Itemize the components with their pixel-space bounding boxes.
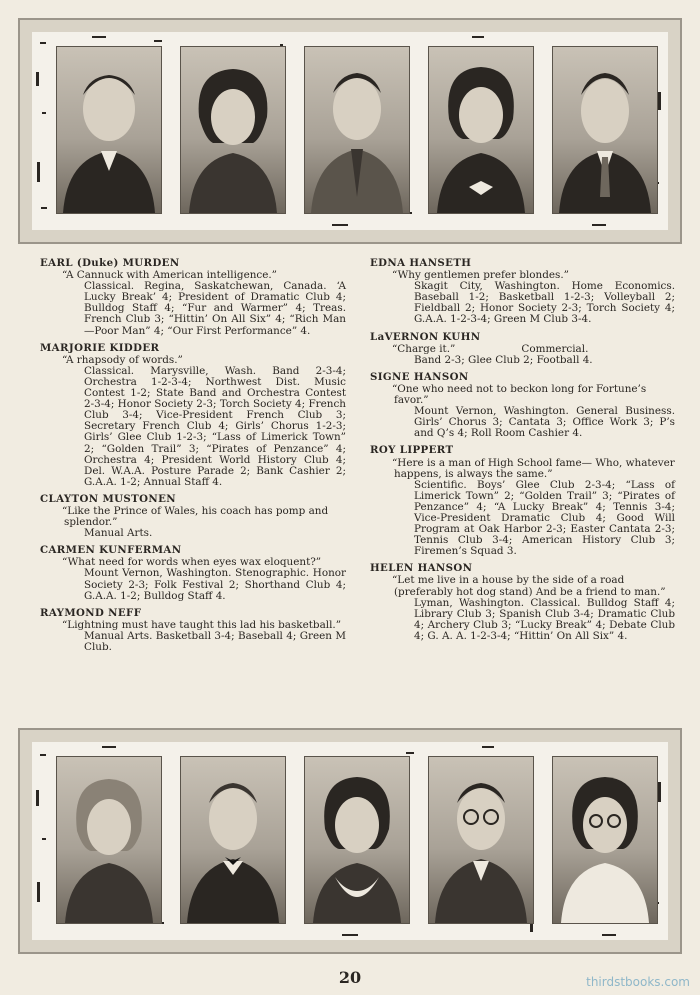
student-quote: “Why gentlemen prefer blondes.” <box>392 269 569 282</box>
portrait-clayton-mustonen <box>304 46 410 214</box>
student-details: Lyman, Washington. Classical. Bulldog Staff 4; Library Club 3; Spanish Club 3-4; Dramatic Club 4; Archery Club 3; “Lucky Break” 4; Debate Club 4; G. A. A. 1-2-3-4; “Hittin’ On All Six” 4. <box>414 596 675 642</box>
student-details: Classical. Marysville, Wash. Band 2-3-4; Orchestra 1-2-3-4; Northwest Dist. Music Contest 1-2; State Band and Orchestra Contest 2-3-4; Honor Society 2-3; Torch Society 4; French Club 3-4; Vice-President French Club 3; Secretary French Club 4; Girls’ Chorus 1-2-3; Girls’ Glee Club 1-2-3; “Lass of Limerick Town” 2; “Golden Trail” 3; “Pirates of Penzance” 4; Orchestra 4; President World History Club 4; Del. W.A.A. Posture Parade 2; Bank Cashier 2; G.A.A. 1-2; Annual Staff 4. <box>84 364 346 488</box>
top-photo-band <box>18 18 682 244</box>
student-details: Manual Arts. <box>84 527 153 540</box>
student-quote: “Like the Prince of Wales, his coach has pomp and splendor.” <box>62 504 329 529</box>
student-details: Manual Arts. Basketball 3-4; Baseball 4; Green M Club. <box>84 629 346 653</box>
right-column <box>370 258 675 648</box>
student-quote: “A Cannuck with American intelligence.” <box>62 269 277 282</box>
portrait-lavernon-kuhn <box>180 756 286 924</box>
student-details: Classical. Regina, Saskatchewan, Canada. ‘A Lucky Break’ 4; President of Dramatic Club 4; Bulldog Staff 4; “Fur and Warmer” 4; Treas. French Club 3; “Hittin’ On All Six” 4; “Rich Man—Poor Man” 4; “Our First Performance” 4. <box>84 280 346 337</box>
portrait-helen-hanson <box>552 756 658 924</box>
portrait-marjorie-kidder <box>180 46 286 214</box>
portrait-roy-lippert <box>428 756 534 924</box>
watermark: thirdstbooks.com <box>586 975 690 989</box>
page-number: 20 <box>338 968 362 987</box>
entry-earl-murden <box>40 258 346 337</box>
student-details: Scientific. Boys’ Glee Club 2-3-4; “Lass of Limerick Town” 2; “Golden Trail” 3; “Pirates of Penzance” 4; “A Lucky Break” 4; Tennis 3-4; Vice-President Dramatic Club 4; Good Will Program at Oak Harbor 2-3; Easter Cantata 2-3; Tennis Club 3-4; American History Club 3; Firemen’s Squad 3. <box>414 478 675 558</box>
student-name: MARJORIE KIDDER <box>40 341 160 354</box>
student-quote: “What need for words when eyes wax eloquent?” <box>62 556 322 569</box>
portrait-carmen-kunferman <box>428 46 534 214</box>
student-quote: “Charge it.” Commercial. <box>392 342 589 355</box>
student-name: EARL (Duke) MURDEN <box>40 257 180 269</box>
entry-marjorie-kidder <box>40 343 346 488</box>
portrait-edna-hanseth <box>56 756 162 924</box>
student-name: CARMEN KUNFERMAN <box>40 544 182 557</box>
portrait-earl-murden <box>56 46 162 214</box>
student-quote: “Lightning must have taught this lad his basketball.” <box>62 618 342 631</box>
entry-helen-hanson <box>370 563 675 642</box>
entry-lavernon-kuhn <box>370 332 675 366</box>
student-details: Skagit City, Washington. Home Economics. Baseball 1-2; Basketball 1-2-3; Volleyball 2; Fieldball 2; Honor Society 2-3; Torch Society 4; G.A.A. 1-2-3-4; Green M Club 3-4. <box>414 280 675 326</box>
student-name: LaVERNON KUHN <box>370 330 481 343</box>
student-name: RAYMOND NEFF <box>40 606 142 619</box>
student-name: SIGNE HANSON <box>370 370 469 383</box>
student-quote: “One who need not to beckon long for Fortune’s favor.” <box>392 382 647 407</box>
student-details: Mount Vernon, Washington. General Business. Girls’ Chorus 3; Cantata 3; Office Work 3; P’s and Q’s 4; Roll Room Cashier 4. <box>414 405 675 440</box>
student-name: CLAYTON MUSTONEN <box>40 492 177 505</box>
student-quote: “A rhapsody of words.” <box>62 353 183 366</box>
entry-edna-hanseth <box>370 258 675 326</box>
student-details: Band 2-3; Glee Club 2; Football 4. <box>414 353 593 366</box>
student-quote: “Here is a man of High School fame— Who, whatever happens, is always the same.” <box>392 456 675 480</box>
bottom-photo-band <box>18 728 682 954</box>
portrait-raymond-neff <box>552 46 658 214</box>
entry-roy-lippert <box>370 445 675 557</box>
student-quote: “Let me live in a house by the side of a road (preferably hot dog stand) And be a friend to man.” <box>392 574 666 598</box>
entry-signe-hanson <box>370 372 675 440</box>
student-name: EDNA HANSETH <box>370 257 472 269</box>
student-name: HELEN HANSON <box>370 562 473 575</box>
entry-carmen-kunferman <box>40 545 346 601</box>
entry-clayton-mustonen <box>40 494 346 539</box>
portrait-signe-hanson <box>304 756 410 924</box>
entry-raymond-neff <box>40 608 346 653</box>
student-details: Mount Vernon, Washington. Stenographic. Honor Society 2-3; Folk Festival 2; Shorthand Club 4; G.A.A. 1-2; Bulldog Staff 4. <box>84 567 346 602</box>
student-name: ROY LIPPERT <box>370 444 454 457</box>
left-column <box>40 258 346 659</box>
